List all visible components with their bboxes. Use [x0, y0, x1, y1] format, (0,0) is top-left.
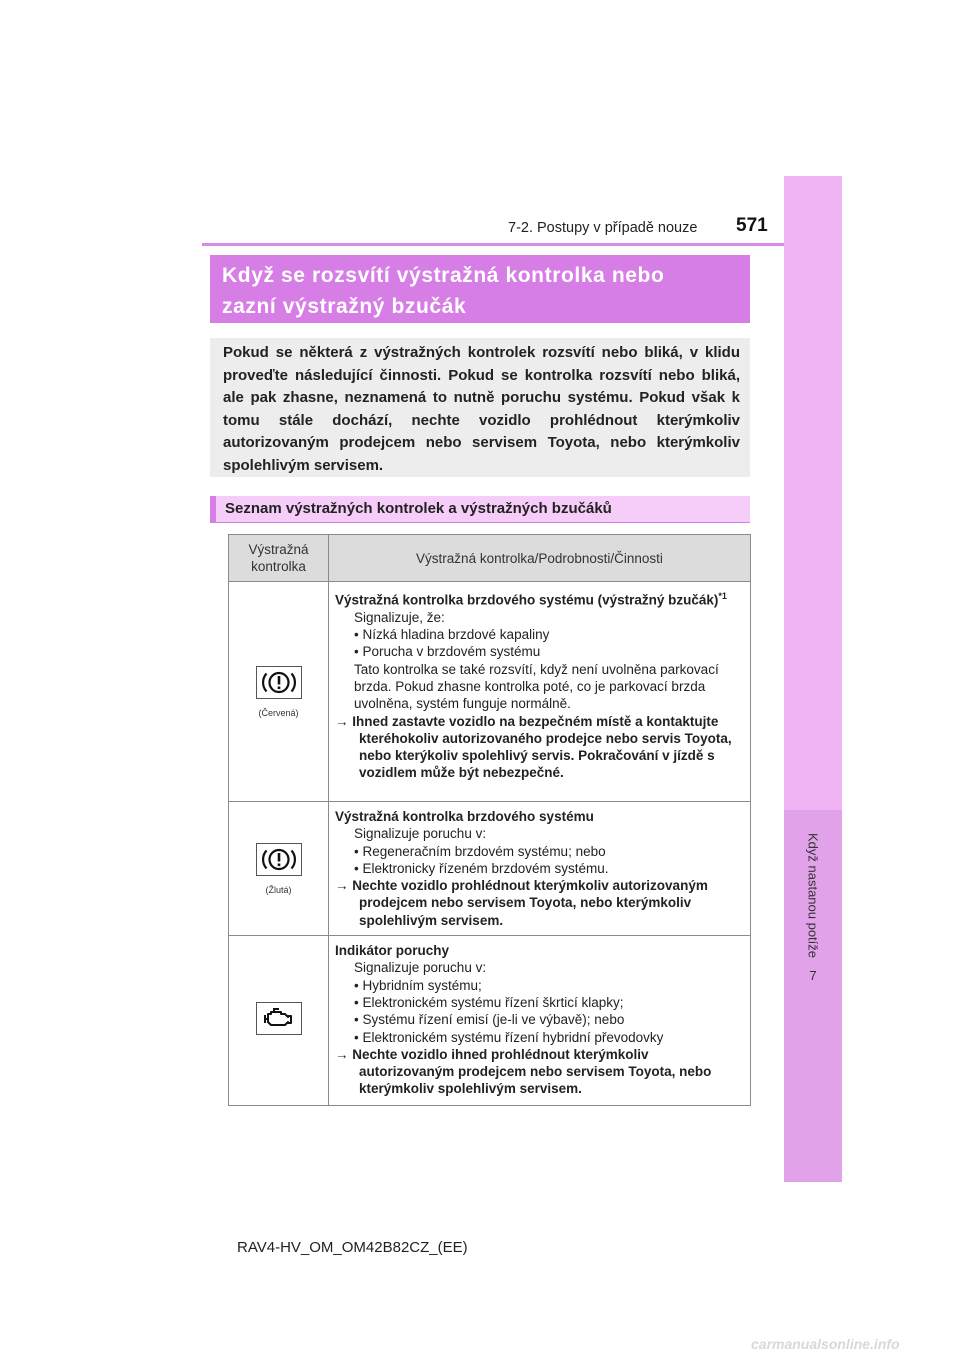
indicator-title: Indikátor poruchy [335, 943, 450, 959]
indicator-description: Výstražná kontrolka brzdového systému Signalizuje poruchu v: • Regeneračním brzdovém systému; nebo • Elektronicky řízeném brzdovém systému. → Nechte vozidlo prohlédnout kterýmkoliv autorizovaným prodejcem nebo servisem Toyota, nebo kterýmkoliv spolehlivým servisem. [329, 802, 751, 936]
section-title: 7-2. Postupy v případě nouze [508, 220, 698, 236]
table-row [229, 582, 751, 802]
section-heading-line2: zazní výstražný bzučák [222, 295, 467, 318]
indicator-action: → Ihned zastavte vozidlo na bezpečném místě a kontaktujte kteréhokoliv autorizovaného prodejce nebo servis Toyota, nebo kterýkoliv spolehlivý servis. Pokračování v jízdě s vozidlem může být nebezpečné. [335, 713, 732, 781]
indicator-description: Indikátor poruchy Signalizuje poruchu v: • Hybridním systému; • Elektronickém systému řízení škrticí klapky; • Systému řízení emisí (je-li ve výbavě); nebo • Elektronickém systému řízení hybridní převodovky → Nechte vozidlo ihned prohlédnout kterýmkoliv autorizovaným prodejcem nebo servisem Toyota, nebo kterýmkoliv spolehlivým servisem. [329, 936, 751, 1106]
warning-lights-table [228, 534, 751, 1106]
indicator-title: Výstražná kontrolka brzdového systému [335, 809, 594, 824]
table-header-details: Výstražná kontrolka/Podrobnosti/Činnosti [329, 535, 751, 582]
table-header-indicator: Výstražná kontrolka [229, 535, 329, 582]
indicator-cell [229, 936, 329, 1106]
document-code: RAV4-HV_OM_OM42B82CZ_(EE) [237, 1239, 468, 1256]
indicator-cell [229, 802, 329, 936]
sub-heading: Seznam výstražných kontrolek a výstražných bzučáků [210, 496, 750, 523]
watermark: carmanualsonline.info [751, 1336, 900, 1352]
indicator-note: Tato kontrolka se také rozsvítí, když není uvolněna parkovací brzda. Pokud zhasne kontrolka poté, co je parkovací brzda uvolněna, systém funguje normálně. [354, 661, 719, 712]
indicator-description: Výstražná kontrolka brzdového systému (výstražný bzučák)$^{*1}$ Signalizuje, že: • Nízká hladina brzdové kapaliny • Porucha v brzdovém systému Tato kontrolka se také rozsvítí, když není uvolněna parkovací brzda. Pokud zhasne kontrolka poté, co je parkovací brzda uvolněna, systém funguje normálně. → Ihned zastavte vozidlo na bezpečném místě a kontaktujte kteréhokoliv autorizovaného prodejce nebo servis Toyota, nebo kterýkoliv spolehlivý servis. Pokračování v jízdě s vozidlem může být nebezpečné. [329, 582, 751, 802]
page-number: 571 [736, 215, 768, 236]
chapter-number: 7 [809, 968, 817, 983]
indicator-color: (Žlutá) [265, 884, 292, 895]
section-heading-line1: Když se rozsvítí výstražná kontrolka nebo [222, 264, 665, 287]
brake-warning-icon [256, 843, 302, 876]
header-rule [202, 243, 784, 246]
chapter-label: Když nastanou potíže [805, 832, 821, 959]
intro-paragraph: Pokud se některá z výstražných kontrolek rozsvítí nebo bliká, v klidu proveďte následující činnosti. Pokud se kontrolka rozsvítí nebo bliká, ale pak zhasne, neznamená to nutně poruchu systému. Pokud však k tomu stále dochází, nechte vozidlo prohlédnout kterýmkoliv autorizovaným prodejcem nebo servisem Toyota, nebo kterýmkoliv spolehlivým servisem. [210, 338, 750, 477]
section-heading [210, 255, 750, 323]
indicator-action: → Nechte vozidlo ihned prohlédnout kterýmkoliv autorizovaným prodejcem nebo servisem Toyota, nebo kterýmkoliv spolehlivým servisem. [335, 1046, 712, 1097]
engine-check-icon [256, 1002, 302, 1035]
table-header-row [229, 535, 751, 582]
indicator-action: → Nechte vozidlo prohlédnout kterýmkoliv autorizovaným prodejcem nebo servisem Toyota, nebo kterýmkoliv spolehlivým servisem. [335, 878, 708, 928]
indicator-cell [229, 582, 329, 802]
table-row [229, 936, 751, 1106]
brake-warning-icon [256, 666, 302, 699]
indicator-color: (Červená) [258, 707, 299, 718]
indicator-title: Výstražná kontrolka brzdového systému (výstražný bzučák)$^{*1}$ [335, 591, 727, 608]
table-row [229, 802, 751, 936]
